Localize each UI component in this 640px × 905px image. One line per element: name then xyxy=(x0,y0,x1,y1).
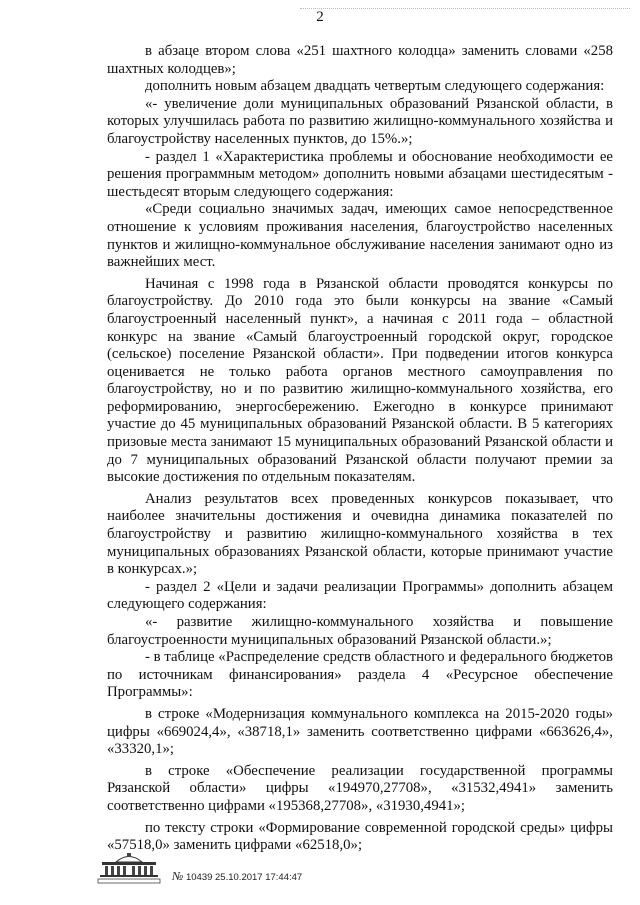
registration-number: 10439 25.10.2017 17:44:47 xyxy=(185,872,303,883)
paragraph: Начиная с 1998 года в Рязанской области проводятся конкурсы по благоустройству. До 2010 года это были конкурсы на звание «Самый благоустроенный населенный пункт», а начиная с 2011 года – областной конкурс на звание «Самый благоустроенный городской округ, городское (сельское) поселение Рязанской области». При подведении итогов конкурса оценивается не только работа органов местного самоуправления по благоустройству, но и по развитию жилищно-коммунального хозяйства, его реформированию, энергосбережению. Ежегодно в конкурсе принимают участие до 45 муниципальных образований Рязанской области. В 5 категориях призовые места занимают 15 муниципальных образований Рязанской области и до 7 муниципальных образований Рязанской области получают премии за высокие достижения по отдельным показателям. xyxy=(107,275,613,486)
paragraph: по тексту строки «Формирование современной городской среды» цифры «57518,0» заменить цифрами «62518,0»; xyxy=(107,819,613,854)
document-footer xyxy=(96,852,636,892)
paragraph: «- увеличение доли муниципальных образований Рязанской области, в которых улучшилась работа по развитию жилищно-коммунального хозяйства и благоустройству населенных пунктов, до 15%.»; xyxy=(107,95,613,147)
paragraph: - раздел 1 «Характеристика проблемы и обоснование необходимости ее решения программным методом» дополнить новыми абзацами шестидесятым - шестьдесят вторым следующего содержания: xyxy=(107,148,613,200)
paragraph: в строке «Модернизация коммунального комплекса на 2015-2020 годы» цифры «669024,4», «38718,1» заменить соответственно цифрами «663626,4», «33320,1»; xyxy=(107,705,613,758)
document-body xyxy=(107,43,613,855)
paragraph: дополнить новым абзацем двадцать четвертым следующего содержания: xyxy=(145,78,605,95)
paragraph: в строке «Обеспечение реализации государственной программы Рязанской области» цифры «194970,27708», «31532,4941» заменить соответственно цифрами «195368,27708», «31930,4941»; xyxy=(107,762,613,814)
registration-stamp: № 10439 25.10.2017 17:44:47 xyxy=(172,869,303,883)
paragraph: «- развитие жилищно-коммунального хозяйства и повышение благоустроенности муниципальных образований Рязанской области.»; xyxy=(107,614,613,648)
paragraph: «Среди социально значимых задач, имеющих самое непосредственное отношение к условиям проживания населения, благоустройство населенных пунктов и жилищно-коммунальное обслуживание населения занимают одно из важнейших мест. xyxy=(107,201,613,271)
paragraph: - раздел 2 «Цели и задачи реализации Программы» дополнить абзацем следующего содержания: xyxy=(107,578,613,613)
page-number: 2 xyxy=(316,9,324,25)
paragraph: - в таблице «Распределение средств областного и федерального бюджетов по источникам финансирования» раздела 4 «Ресурсное обеспечение Программы»: xyxy=(107,649,613,701)
paragraph: в абзаце втором слова «251 шахтного колодца» заменить словами «258 шахтных колодцев»; xyxy=(107,43,613,77)
paragraph: Анализ результатов всех проведенных конкурсов показывает, что наиболее значительны достижения и очевидна динамика показателей по благоустройству и развитию жилищно-коммунального хозяйства в тех муниципальных образованиях Рязанской области, которые принимают участие в конкурсах.»; xyxy=(107,490,613,578)
government-building-logo-icon xyxy=(96,852,162,886)
